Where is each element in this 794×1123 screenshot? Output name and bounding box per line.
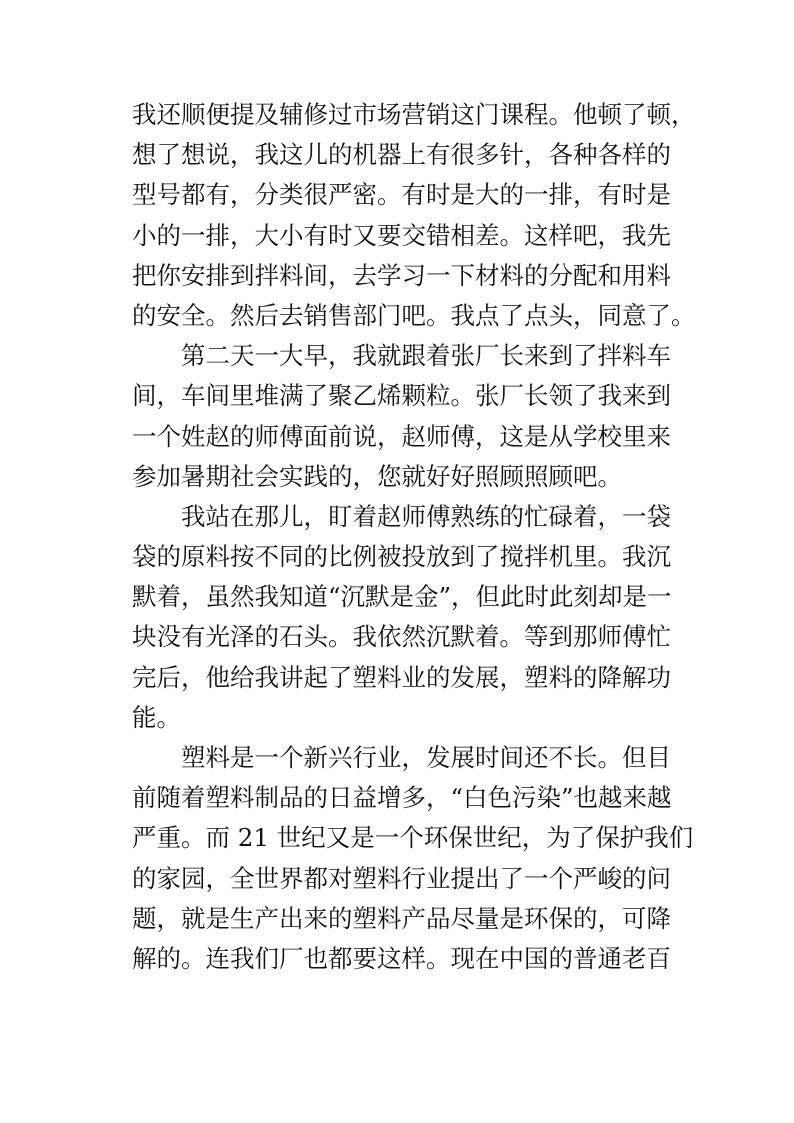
paragraph-4-line-4: 的家园，全世界都对塑料行业提出了一个严峻的问 [132,863,671,893]
paragraph-2 [132,336,671,497]
paragraph-1-line-1: 我还顺便提及辅修过市场营销这门课程。他顿了顿， [132,100,696,129]
paragraph-1-line-6: 的安全。然后去销售部门吧。我点了点头，同意了。 [132,300,696,330]
paragraph-3-line-1: 我站在那儿，盯着赵师傅熟练的忙碌着，一袋 [181,501,671,531]
paragraph-3-line-6: 能。 [132,702,181,732]
paragraph-1-line-4: 小的一排，大小有时又要交错相差。这样吧，我先 [132,220,671,250]
paragraph-1-line-3: 型号都有，分类很严密。有时是大的一排，有时是 [132,180,671,210]
paragraph-2-line-4: 参加暑期社会实践的，您就好好照顾照顾吧。 [132,461,622,491]
paragraph-3 [132,497,672,738]
paragraph-1-line-5: 把你安排到拌料间，去学习一下材料的分配和用料 [132,260,671,290]
paragraph-2-line-3: 一个姓赵的师傅面前说，赵师傅，这是从学校里来 [132,421,671,451]
paragraph-3-line-5: 完后，他给我讲起了塑料业的发展，塑料的降解功 [132,662,671,692]
paragraph-4-line-1: 塑料是一个新兴行业，发展时间还不长。但目 [181,743,671,772]
paragraph-3-line-3: 默着，虽然我知道“沉默是金”，但此时此刻却是一 [132,582,672,612]
paragraph-1-line-2: 想了想说，我这儿的机器上有很多针，各种各样的 [132,140,671,170]
paragraph-4-line-5: 题，就是生产出来的塑料产品尽量是环保的，可降 [132,903,671,933]
paragraph-4-line-2: 前随着塑料制品的日益增多，“白色污染”也越来越 [132,783,672,813]
paragraph-4-line-6: 解的。连我们厂也都要这样。现在中国的普通老百 [132,943,671,973]
paragraph-3-line-4: 块没有光泽的石头。我依然沉默着。等到那师傅忙 [132,622,671,652]
paragraph-4-line-3: 严重。而 21 世纪又是一个环保世纪，为了保护我们 [132,823,694,853]
document-page [132,95,696,1075]
paragraph-1 [132,95,696,336]
paragraph-4 [132,738,694,979]
paragraph-2-line-1: 第二天一大早，我就跟着张厂长来到了拌料车 [181,341,671,371]
paragraph-3-line-2: 袋的原料按不同的比例被投放到了搅拌机里。我沉 [132,542,671,572]
paragraph-2-line-2: 间，车间里堆满了聚乙烯颗粒。张厂长领了我来到 [132,381,671,411]
